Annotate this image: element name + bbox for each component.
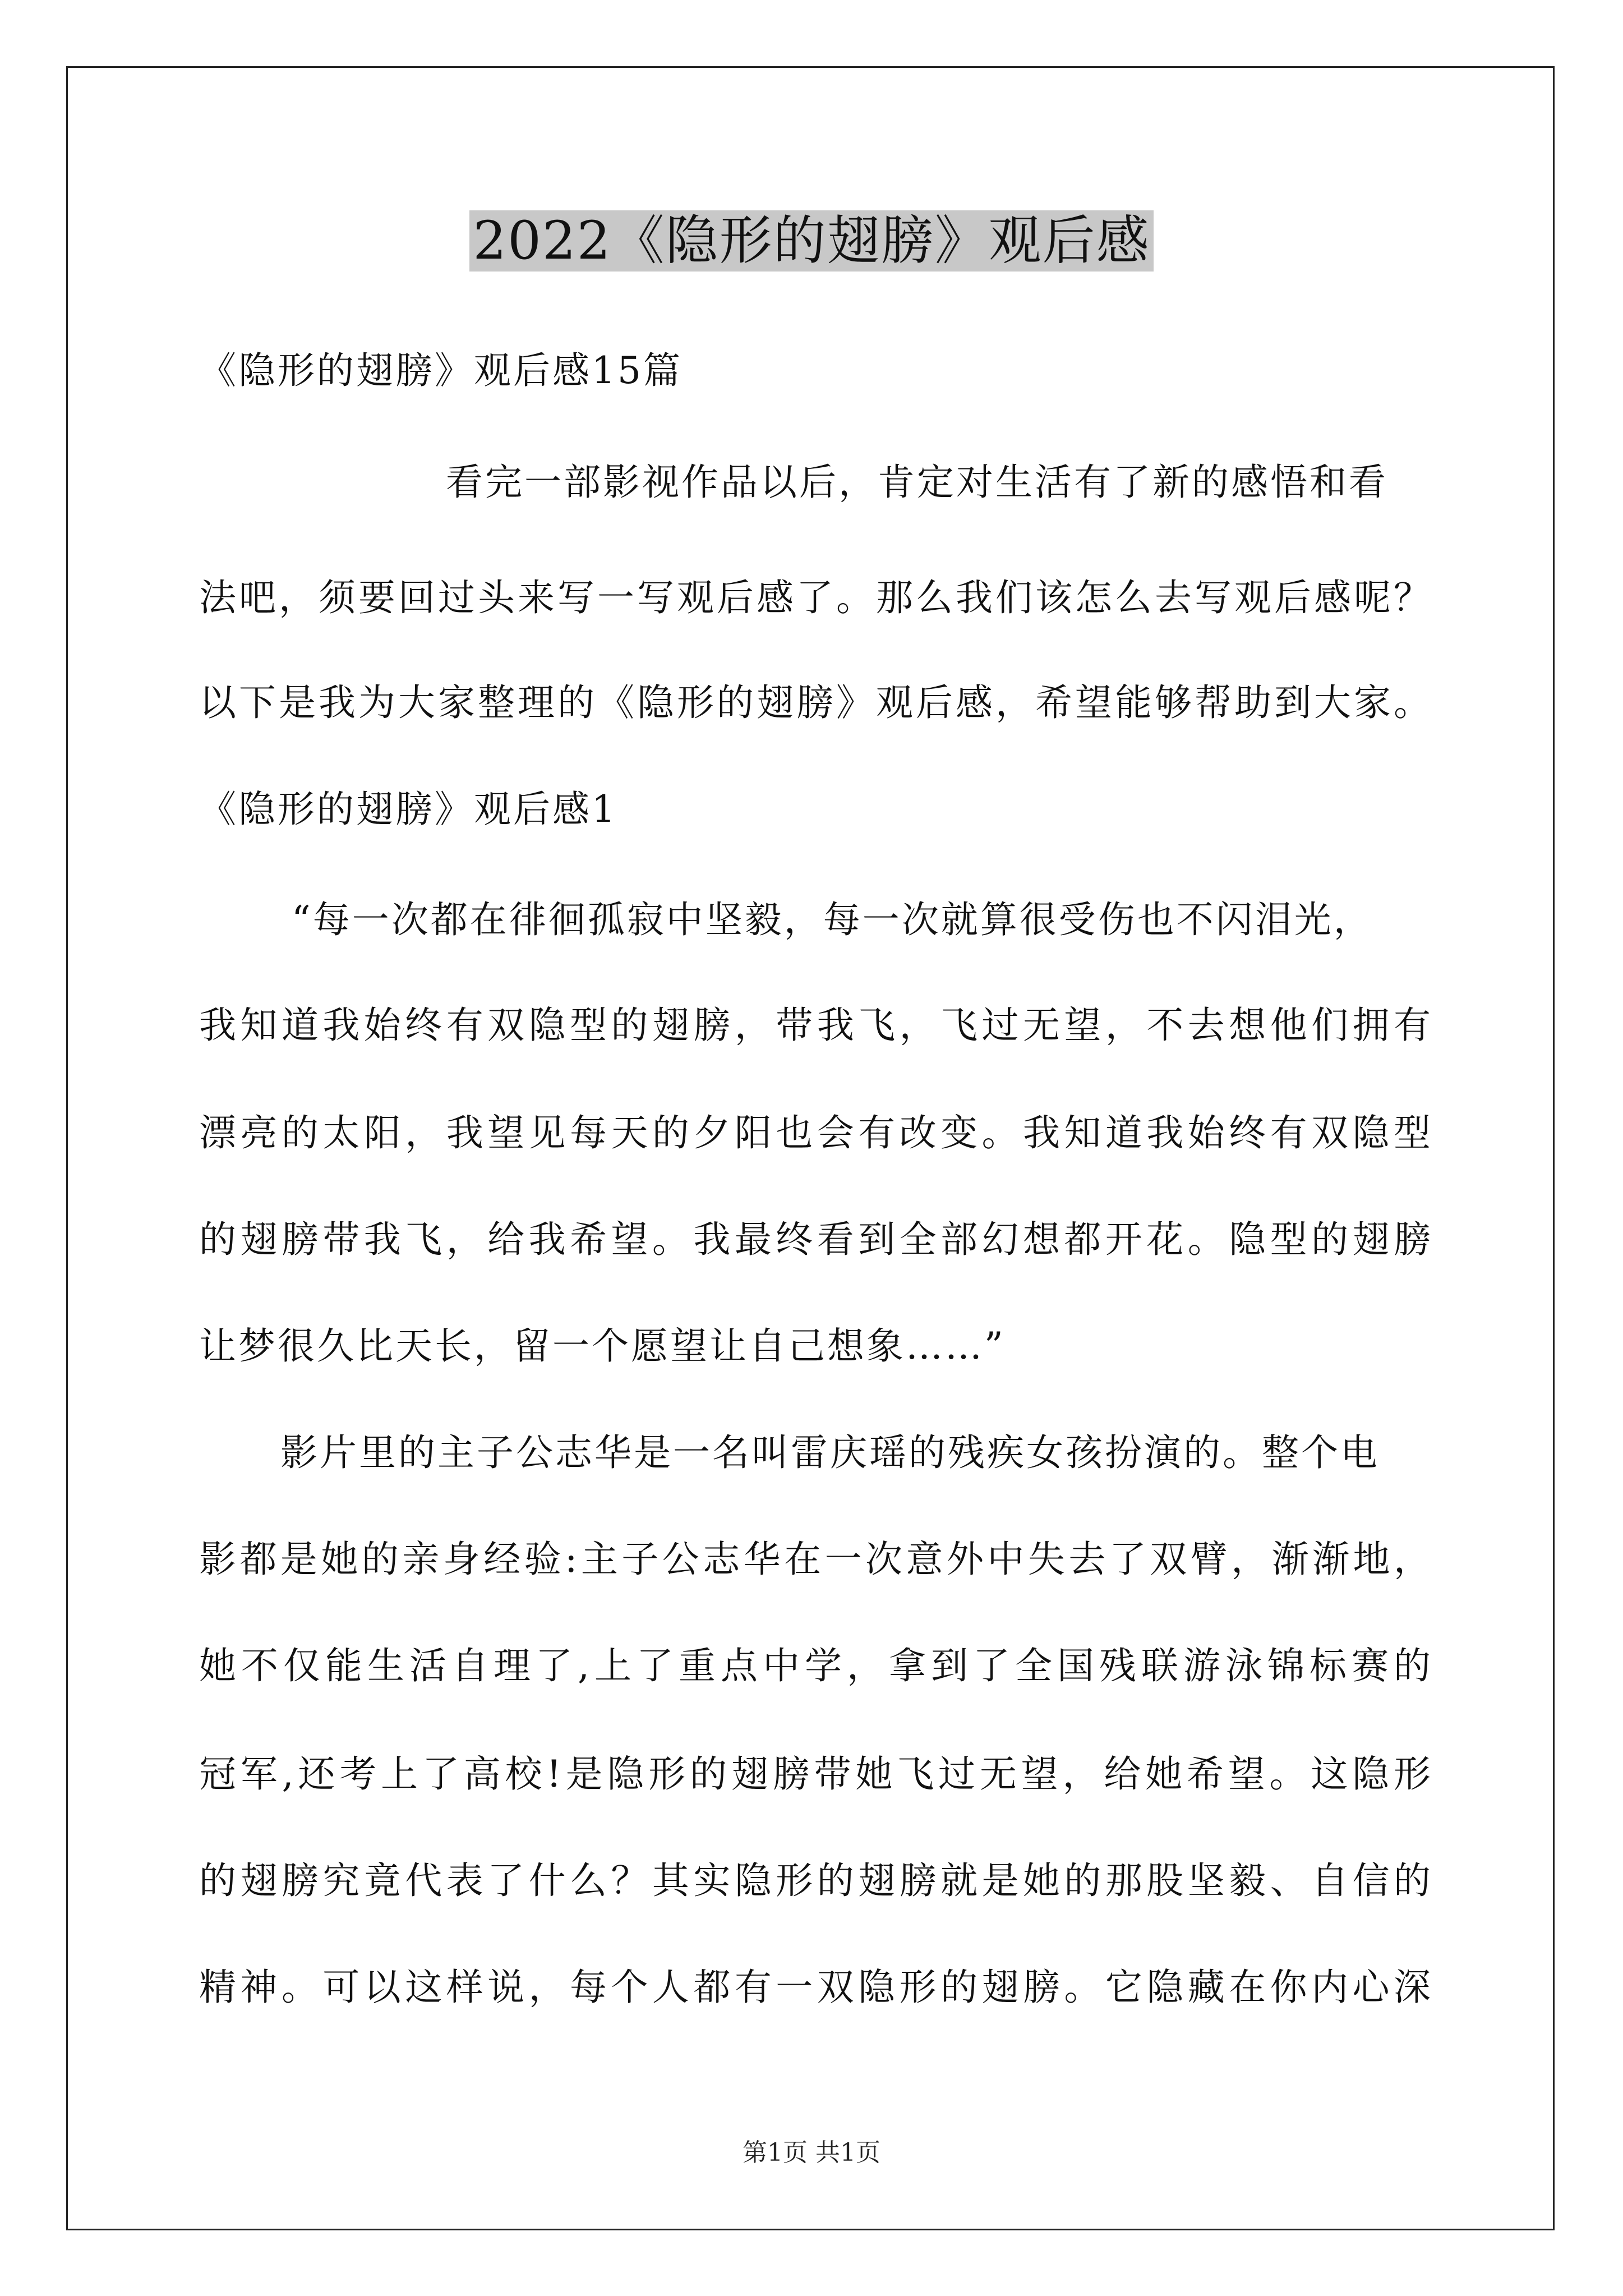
section-heading: 《隐形的翅膀》观后感1: [199, 788, 617, 831]
quote-line: “每一次都在徘徊孤寂中坚毅，每一次就算很受伤也不闪泪光，: [292, 898, 1373, 941]
intro-line: 以下是我为大家整理的《隐形的翅膀》观后感，希望能够帮助到大家。: [199, 681, 1433, 724]
quote-line: 我知道我始终有双隐型的翅膀，带我飞，飞过无望，不去想他们拥有: [199, 1004, 1433, 1047]
intro-line: 法吧，须要回过头来写一写观后感了。那么我们该怎么去写观后感呢？: [199, 576, 1433, 619]
body-line: 影都是她的亲身经验:主子公志华在一次意外中失去了双臂，渐渐地，: [199, 1538, 1433, 1581]
body-line: 精神。可以这样说，每个人都有一双隐形的翅膀。它隐藏在你内心深: [199, 1966, 1433, 2009]
body-line: 的翅膀究竟代表了什么？其实隐形的翅膀就是她的那股坚毅、自信的: [199, 1859, 1433, 1902]
quote-line: 漂亮的太阳，我望见每天的夕阳也会有改变。我知道我始终有双隐型: [199, 1111, 1433, 1154]
subtitle: 《隐形的翅膀》观后感15篇: [199, 349, 683, 392]
quote-line: 让梦很久比天长，留一个愿望让自己想象……”: [199, 1324, 1006, 1368]
document-title-text: 2022《隐形的翅膀》观后感: [469, 210, 1153, 272]
body-line: 她不仅能生活自理了,上了重点中学，拿到了全国残联游泳锦标赛的: [199, 1644, 1433, 1687]
quote-line: 的翅膀带我飞，给我希望。我最终看到全部幻想都开花。隐型的翅膀: [199, 1218, 1433, 1261]
page-number-footer: [0, 2136, 1623, 2170]
document-title: [0, 205, 1623, 278]
body-line: 冠军,还考上了高校!是隐形的翅膀带她飞过无望，给她希望。这隐形: [199, 1752, 1433, 1796]
page-info: 第1页 共1页: [743, 2138, 880, 2167]
body-line: 影片里的主子公志华是一名叫雷庆瑶的残疾女孩扮演的。整个电: [280, 1431, 1380, 1474]
intro-line: 看完一部影视作品以后，肯定对生活有了新的感悟和看: [446, 461, 1388, 504]
